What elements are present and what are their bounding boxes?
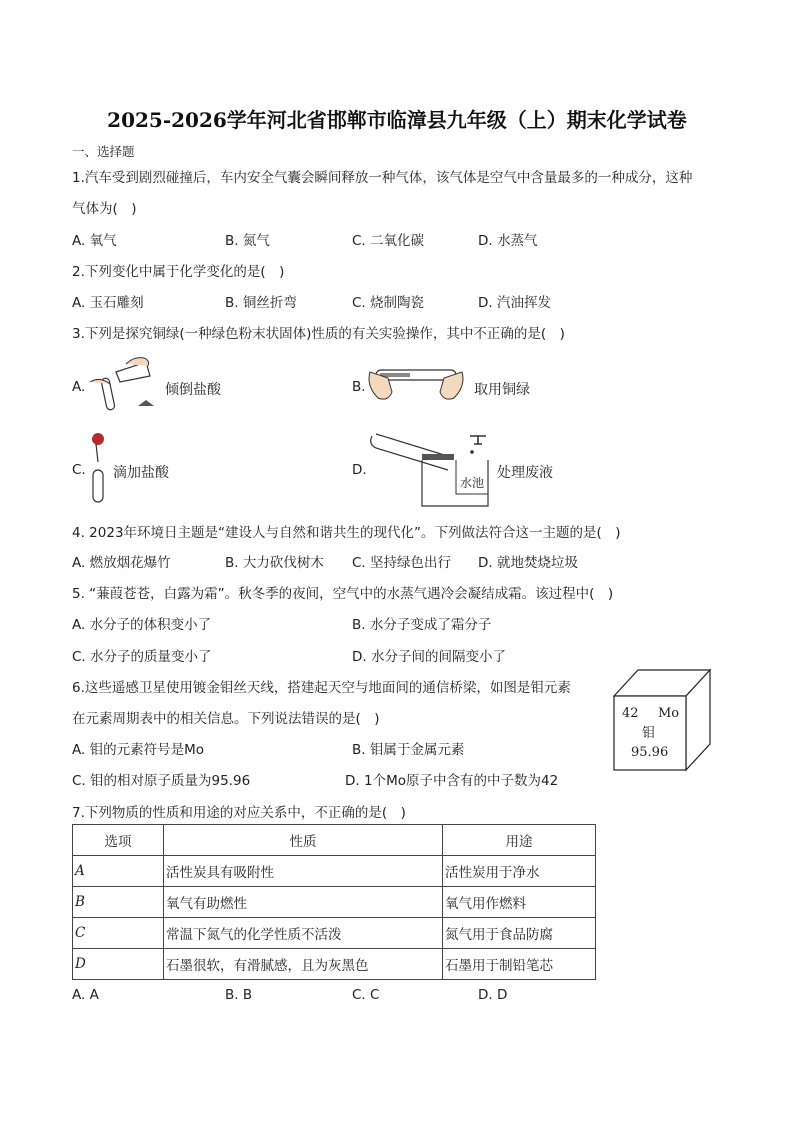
table-cell: B — [73, 887, 164, 918]
table-cell: 活性炭用于净水 — [443, 856, 596, 887]
sink-label: 水池 — [460, 476, 485, 490]
q4-option-a[interactable]: A. 燃放烟花爆竹 — [72, 555, 171, 571]
q1-option-b[interactable]: B. 氮气 — [225, 233, 270, 249]
q2-option-b[interactable]: B. 铜丝折弯 — [225, 295, 297, 311]
table-cell: 氧气用作燃料 — [443, 887, 596, 918]
table-header-cell: 选项 — [73, 825, 164, 856]
page-title: 2025-2026学年河北省邯郸市临漳县九年级（上）期末化学试卷 — [107, 108, 687, 132]
q2-option-d[interactable]: D. 汽油挥发 — [478, 295, 551, 311]
q3-option-d-letter[interactable]: D. — [352, 462, 367, 478]
table-row — [73, 887, 596, 918]
q2-stem: 2.下列变化中属于化学变化的是( ) — [72, 264, 285, 280]
q4-option-d[interactable]: D. 就地焚烧垃圾 — [478, 555, 578, 571]
q7-option-d[interactable]: D. D — [478, 987, 508, 1003]
table-cell: D — [73, 949, 164, 980]
element-symbol: Mo — [658, 706, 680, 721]
table-header-cell: 性质 — [164, 825, 443, 856]
q3-option-b-letter[interactable]: B. — [352, 379, 366, 395]
q5-option-c[interactable]: C. 水分子的质量变小了 — [72, 649, 212, 665]
q6-stem-line2: 在元素周期表中的相关信息。下列说法错误的是( ) — [72, 711, 380, 727]
q5-option-d[interactable]: D. 水分子间的间隔变小了 — [352, 649, 506, 665]
table-row — [73, 949, 596, 980]
q6-option-b[interactable]: B. 钼属于金属元素 — [352, 742, 465, 758]
table-header-row — [73, 825, 596, 856]
q3-option-b-caption: 取用铜绿 — [474, 382, 530, 398]
property-use-table — [72, 824, 596, 980]
table-cell: 石墨很软，有滑腻感，且为灰黑色 — [164, 949, 443, 980]
table-cell: 石墨用于制铅笔芯 — [443, 949, 596, 980]
q1-stem-line2: 气体为( ) — [72, 201, 137, 217]
q3-option-c-caption: 滴加盐酸 — [113, 465, 169, 481]
q6-option-d[interactable]: D. 1个Mo原子中含有的中子数为42 — [345, 773, 559, 789]
table-cell: 常温下氮气的化学性质不活泼 — [164, 918, 443, 949]
q2-option-c[interactable]: C. 烧制陶瓷 — [352, 295, 425, 311]
q3-stem: 3.下列是探究铜绿(一种绿色粉末状固体)性质的有关实验操作，其中不正确的是( ) — [72, 326, 565, 342]
q6-option-c[interactable]: C. 钼的相对原子质量为95.96 — [72, 773, 251, 789]
waste-liquid-illustration — [366, 430, 494, 508]
q7-option-a[interactable]: A. A — [72, 987, 99, 1003]
q1-option-c[interactable]: C. 二氧化碳 — [352, 233, 425, 249]
table-cell: 活性炭具有吸附性 — [164, 856, 443, 887]
q3-option-a-letter[interactable]: A. — [72, 379, 86, 395]
q5-option-a[interactable]: A. 水分子的体积变小了 — [72, 617, 212, 633]
q5-stem: 5. “蒹葭苍苍，白露为霜”。秋冬季的夜间，空气中的水蒸气遇冷会凝结成霜。该过程中( ) — [72, 586, 614, 602]
take-powder-illustration — [366, 362, 466, 404]
table-header-cell: 用途 — [443, 825, 596, 856]
q7-option-c[interactable]: C. C — [352, 987, 380, 1003]
q4-stem: 4. 2023年环境日主题是“建设人与自然和谐共生的现代化”。下列做法符合这一主题的是( ) — [72, 525, 621, 541]
table-cell: 氧气有助燃性 — [164, 887, 443, 918]
table-cell: A — [73, 856, 164, 887]
q3-option-c-letter[interactable]: C. — [72, 462, 86, 478]
table-row — [73, 918, 596, 949]
q4-option-b[interactable]: B. 大力砍伐树木 — [225, 555, 324, 571]
q7-stem: 7.下列物质的性质和用途的对应关系中，不正确的是( ) — [72, 805, 406, 821]
q1-stem-line1: 1.汽车受到剧烈碰撞后，车内安全气囊会瞬间释放一种气体，该气体是空气中含量最多的一种成分，这种 — [72, 170, 693, 186]
q6-stem-line1: 6.这些遥感卫星使用镀金钼丝天线，搭建起天空与地面间的通信桥梁，如图是钼元素 — [72, 680, 571, 696]
section-heading: 一、选择题 — [72, 144, 135, 159]
table-cell: C — [73, 918, 164, 949]
q2-option-a[interactable]: A. 玉石雕刻 — [72, 295, 144, 311]
table-row — [73, 856, 596, 887]
q6-option-a[interactable]: A. 钼的元素符号是Mo — [72, 742, 204, 758]
q7-option-b[interactable]: B. B — [225, 987, 253, 1003]
table-cell: 氮气用于食品防腐 — [443, 918, 596, 949]
q3-option-d-caption: 处理废液 — [497, 465, 553, 481]
pour-acid-illustration — [86, 352, 166, 416]
element-atomic-number: 42 — [622, 706, 639, 721]
drop-acid-illustration — [84, 430, 114, 506]
q1-option-a[interactable]: A. 氧气 — [72, 233, 117, 249]
q4-option-c[interactable]: C. 坚持绿色出行 — [352, 555, 452, 571]
q1-option-d[interactable]: D. 水蒸气 — [478, 233, 538, 249]
element-atomic-mass: 95.96 — [631, 745, 669, 760]
element-name: 钼 — [642, 726, 656, 741]
q5-option-b[interactable]: B. 水分子变成了霜分子 — [352, 617, 492, 633]
q3-option-a-caption: 倾倒盐酸 — [165, 382, 221, 398]
